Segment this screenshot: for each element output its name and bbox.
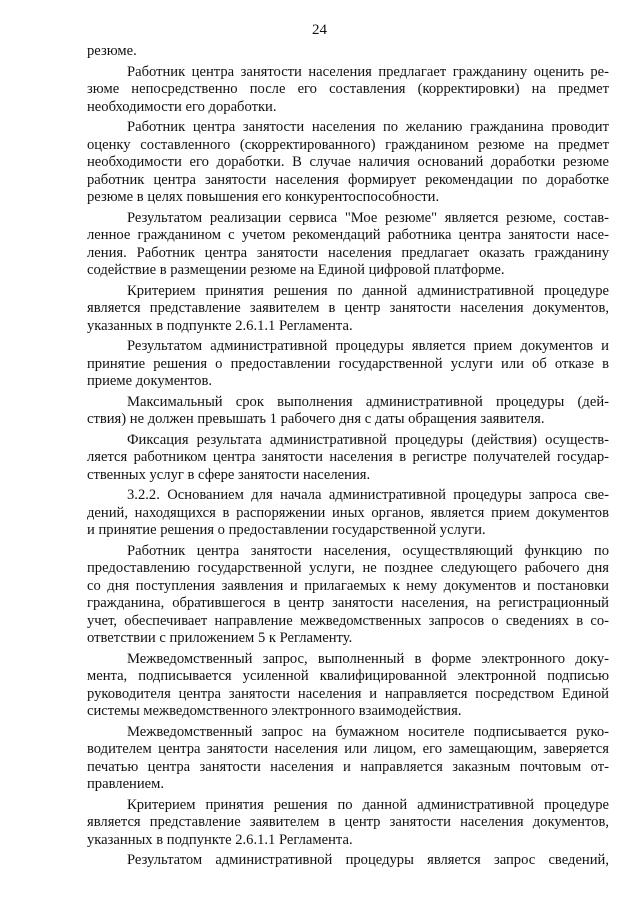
text-line: зюме непосредственно после его составления (корректировки) на предмет xyxy=(87,81,609,97)
text-line: Работник центра занятости населения по желанию гражданина проводит xyxy=(127,119,609,135)
paragraph xyxy=(87,43,609,61)
text-line: и принятие решения о предоставлении государственной услуги. xyxy=(87,522,486,538)
document-body xyxy=(87,43,609,873)
text-line: правлением. xyxy=(87,776,165,792)
text-line: ответствии с приложением 5 к Регламенту. xyxy=(87,630,353,646)
text-line: Межведомственный запрос, выполненный в форме электронного доку- xyxy=(127,650,609,667)
text-line: руководителя центра занятости населения и направляется посредством Единой xyxy=(87,685,609,702)
paragraph xyxy=(87,852,609,870)
text-line: со дня поступления заявления и прилагаемых к нему документов и постановки xyxy=(87,577,609,594)
text-line: указанных в подпункте 2.6.1.1 Регламента. xyxy=(87,317,353,334)
text-line: учет, обеспечивает направление межведомственных запросов о сведениях в со- xyxy=(87,612,609,629)
text-line: Работник центра занятости населения предлагает гражданину оценить ре- xyxy=(127,63,609,80)
text-line: Работник центра занятости населения, осуществляющий функцию по xyxy=(127,542,609,559)
text-line: Фиксация результата административной процедуры (действия) осуществ- xyxy=(127,431,609,448)
text-line: ленное гражданином с учетом рекомендаций работника центра занятости насе- xyxy=(87,227,609,243)
paragraph xyxy=(87,338,609,391)
text-line: Результатом административной процедуры является прием документов и xyxy=(127,338,609,354)
text-line: Результатом административной процедуры является запрос сведений, xyxy=(127,852,609,868)
paragraph xyxy=(87,64,609,117)
paragraph xyxy=(87,724,609,794)
text-line: ствия) не должен превышать 1 рабочего дня с даты обращения заявителя. xyxy=(87,411,545,427)
paragraph xyxy=(87,543,609,648)
text-line: дений, находящихся в распоряжении иных органов, является прием документов xyxy=(87,504,609,521)
text-line: является представление заявителем в центр занятости населения документов, xyxy=(87,814,609,830)
text-line: принятие решения о предоставлении государственной услуги или об отказе в xyxy=(87,355,609,372)
text-line: резюме. xyxy=(87,43,137,59)
text-line: Критерием принятия решения по данной административной процедуре xyxy=(127,796,609,813)
paragraph xyxy=(87,432,609,485)
text-line: ления. Работник центра занятости населения предлагает оказать гражданину xyxy=(87,244,609,261)
text-line: ляется работником центра занятости населения в регистре получателей государ- xyxy=(87,449,609,465)
text-line: системы межведомственного электронного взаимодействия. xyxy=(87,703,462,719)
paragraph xyxy=(87,119,609,207)
text-line: необходимости его доработки. xyxy=(87,98,277,115)
text-line: гражданина, обратившегося в центр занятости населения, на регистрационный xyxy=(87,595,609,611)
text-line: Результатом реализации сервиса "Мое резюме" является резюме, состав- xyxy=(127,209,609,226)
text-line: печатью центра занятости населения и направляется заказным почтовым от- xyxy=(87,758,609,775)
paragraph xyxy=(87,797,609,850)
paragraph xyxy=(87,283,609,336)
text-line: Максимальный срок выполнения административной процедуры (дей- xyxy=(127,393,609,410)
paragraph xyxy=(87,210,609,280)
text-line: водителем центра занятости населения или лицом, его замещающим, заверяется xyxy=(87,741,609,757)
text-line: мента, подписывается усиленной квалифицированной электронной подписью xyxy=(87,668,609,684)
text-line: Критерием принятия решения по данной административной процедуре xyxy=(127,282,609,299)
paragraph xyxy=(87,651,609,721)
text-line: резюме в целях повышения его конкурентоспособности. xyxy=(87,189,440,205)
text-line: Межведомственный запрос на бумажном носителе подписывается руко- xyxy=(127,723,609,740)
text-line: оценку составленного (скорректированного) гражданином резюме на предмет xyxy=(87,136,609,153)
paragraph xyxy=(87,487,609,540)
page-number: 24 xyxy=(312,22,327,38)
text-line: приеме документов. xyxy=(87,373,213,389)
text-line: содействие в размещении резюме на Единой цифровой платформе. xyxy=(87,262,505,278)
text-line: необходимости его доработки. В случае наличия оснований доработки резюме xyxy=(87,154,609,170)
text-line: предоставлению государственной услуги, не позднее следующего рабочего дня xyxy=(87,560,609,576)
text-line: работник центра занятости населения формирует рекомендации по доработке xyxy=(87,171,609,188)
text-line: ственных услуг в сфере занятости населения. xyxy=(87,466,371,483)
text-line: 3.2.2. Основанием для начала административной процедуры запроса све- xyxy=(127,487,609,503)
paragraph xyxy=(87,394,609,429)
text-line: указанных в подпункте 2.6.1.1 Регламента. xyxy=(87,831,353,848)
text-line: является представление заявителем в центр занятости населения документов, xyxy=(87,300,609,316)
